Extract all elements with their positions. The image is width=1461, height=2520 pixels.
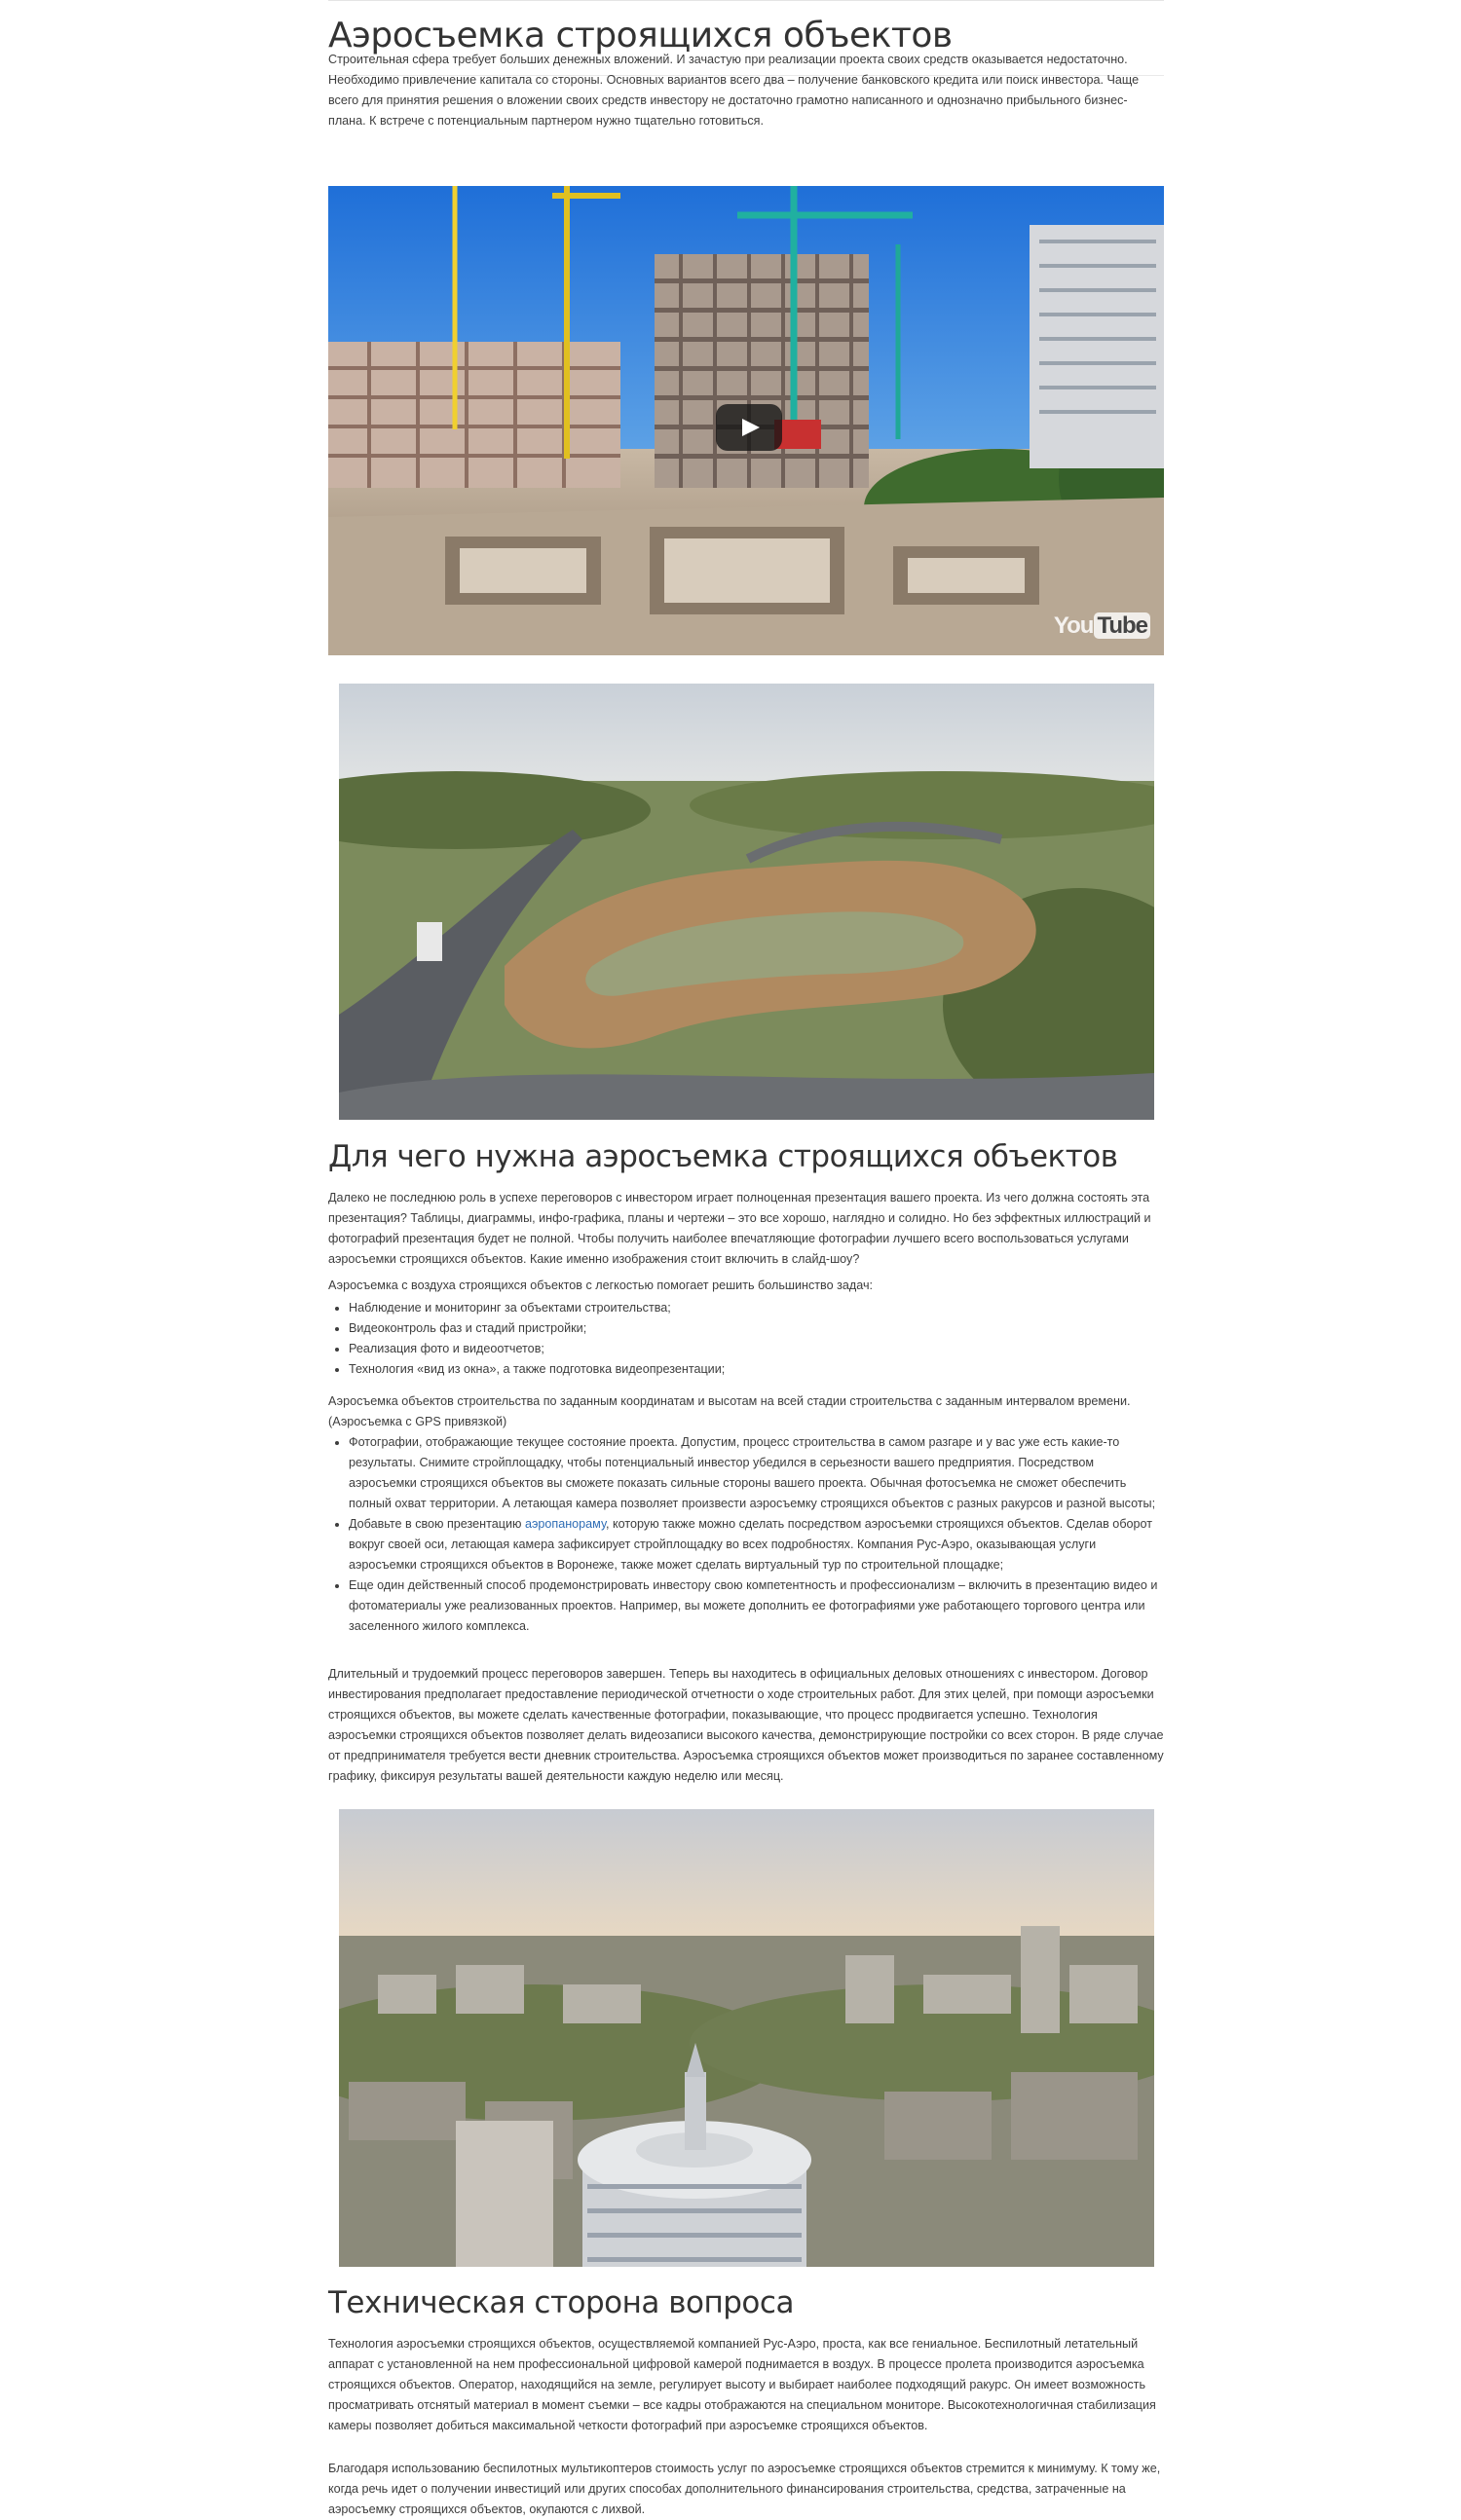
aeropanorama-link[interactable]: аэропанораму (524, 1517, 607, 1531)
list-item: • Фотографии, отображающие текущее состояние проекта. Допустим, процесс строительства в самом разгаре и у вас уже есть какие-то результаты. Снимите стройплощадку, чтобы потенциальный инвестор убедился в серьезности вашего предприятия. Посредством аэросъемки строящихся объектов вы сможете показать сильные стороны вашего проекта. Обычная фотосъемка не сможет обеспечить полный охват территории. А летающая камера позволяет произвести аэросъемку строящихся объектов с разных ракурсов и разной высоты; (349, 1432, 1164, 1514)
list-item: • Наблюдение и мониторинг за объектами строительства; (349, 1298, 1164, 1318)
list-item: • Видеоконтроль фаз и стадий пристройки; (349, 1318, 1164, 1339)
aerial-photo-construction-site (339, 684, 1154, 1120)
list-item: • Технология «вид из окна», а также подготовка видеопрезентации; (349, 1359, 1164, 1380)
list-item: • Добавьте в свою презентацию аэропанораму, которую также можно сделать посредством аэросъемки строящихся объектов. Сделав оборот вокруг своей оси, летающая камера зафиксирует стройплощадку во всех подробностях. Компания Рус-Аэро, оказывающая услуги аэросъемки строящихся объектов в Воронеже, также может сделать виртуальный тур по строительной площадке; (349, 1514, 1164, 1575)
play-icon[interactable] (716, 404, 782, 451)
photo-city-image (339, 1809, 1154, 2267)
video-player[interactable] (328, 186, 1164, 655)
section1-paragraph-2: Аэросъемка с воздуха строящихся объектов с легкостью помогает решить большинство задач: (328, 1279, 874, 1292)
intro-paragraph: Строительная сфера требует больших денежных вложений. И зачастую при реализации проекта своих средств оказывается недостаточно. Необходимо привлечение капитала со стороны. Основных вариантов всего два – получение банковского кредита или поиск инвестора. Чаще всего для принятия решения о вложении своих средств инвестору не достаточно грамотно написанного и однозначно прибыльного бизнес-плана. К встрече с потенциальным партнером нужно тщательно готовиться. (328, 53, 1140, 128)
photo-site-image (339, 684, 1154, 1120)
section-heading-purpose: Для чего нужна аэросъемка строящихся объектов (328, 1139, 1118, 1174)
youtube-logo: You Tube (1054, 612, 1150, 640)
list-item: • Реализация фото и видеоотчетов; (349, 1339, 1164, 1359)
section2-paragraph-1: Технология аэросъемки строящихся объектов, осуществляемой компанией Рус-Аэро, проста, как все гениальное. Беспилотный летательный аппарат с установленной на нем профессиональной цифровой камерой поднимается в воздух. В процессе пролета производится аэросъемка строящихся объектов. Оператор, находящийся на земле, регулирует высоту и выбирает наиболее подходящий ракурс. Он имеет возможность просматривать отснятый материал в момент съемки – все кадры отображаются на специальном мониторе. Высокотехнологичная стабилизация камеры позволяет добиться максимальной четкости фотографий при аэросъемке строящихся объектов. (328, 2337, 1156, 2432)
page-title: Аэросъемка строящихся объектов (328, 16, 953, 56)
section1-paragraph-4: Длительный и трудоемкий процесс переговоров завершен. Теперь вы находитесь в официальных деловых отношениях с инвестором. Договор инвестирования предполагает предоставление периодической отчетности о ходе строительных работ. Для этих целей, при помощи аэросъемки строящихся объектов, вы можете сделать качественные фотографии, показывающие, что процесс продвигается успешно. Технология аэросъемки строящихся объектов позволяет делать видеозаписи высокого качества, демонстрирующие постройки со всех сторон. В ряде случае от предпринимателя требуется вести дневник строительства. Аэросъемка строящихся объектов может производиться по заранее составленному графику, фиксируя результаты вашей деятельности каждую неделю или месяц. (328, 1667, 1164, 1783)
presentation-list (328, 1432, 1164, 1637)
aerial-photo-city (339, 1809, 1154, 2267)
tasks-list (328, 1298, 1164, 1380)
section1-paragraph-1: Далеко не последнюю роль в успехе переговоров с инвестором играет полноценная презентация вашего проекта. Из чего должна состоять эта презентация? Таблицы, диаграммы, инфо-графика, планы и чертежи – это все хорошо, наглядно и солидно. Но без эффектных иллюстраций и фотографий презентация будет не полной. Чтобы получить наиболее впечатляющие фотографии лучшего всего воспользоваться услугами аэросъемки строящихся объектов. Какие именно изображения стоит включить в слайд-шоу? (328, 1191, 1151, 1266)
top-divider (328, 0, 1164, 1)
section1-paragraph-3: Аэросъемка объектов строительства по заданным координатам и высотам на всей стадии строительства с заданным интервалом времени. (Аэросъемка с GPS привязкой) (328, 1394, 1131, 1428)
list-item: • Еще один действенный способ продемонстрировать инвестору свою компетентность и профессионализм – включить в презентацию видео и фотоматериалы уже реализованных проектов. Например, вы можете дополнить ее фотографиями уже работающего торгового центра или заселенного жилого комплекса. (349, 1575, 1164, 1637)
section-heading-technical: Техническая сторона вопроса (328, 2285, 794, 2320)
section2-paragraph-2: Благодаря использованию беспилотных мультикоптеров стоимость услуг по аэросъемке строящихся объектов стремится к минимуму. К тому же, когда речь идет о получении инвестиций или других способах дополнительного финансирования строительства, средства, затраченные на аэросъемку строящихся объектов, окупаются с лихвой. (328, 2462, 1161, 2516)
